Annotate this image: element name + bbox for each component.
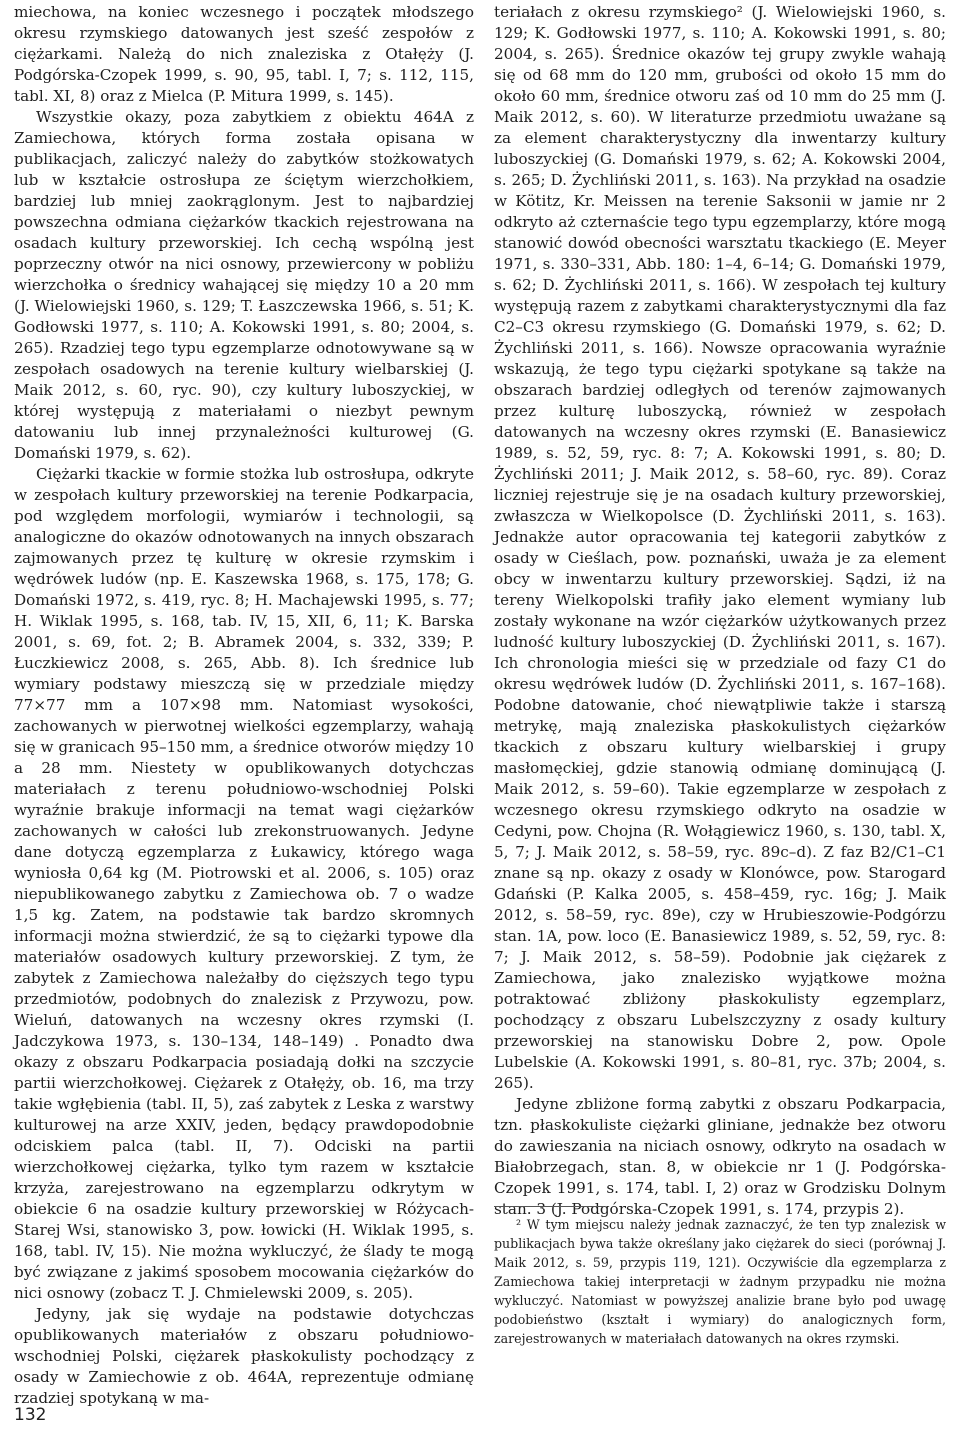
footnote: ² W tym miejscu należy jednak zaznaczyć, że ten typ znalezisk w publikacjach bywa także określany jako ciężarek do sieci (porównaj J. Maik 2012, s. 59, przypis 119, 121). Oczywiście dla egzemplarza z Zamiechowa takiej interpretacji w żadnym przypadku nie można wykluczyć. Natomiast w powyższej analizie brane było pod uwagę podobieństwo (kształt i wymiary) do analogicznych form, zarejestrowanych w materiałach datowanych na okres rzymski. [494,1217,946,1346]
footnote-divider [494,1206,604,1207]
paragraph: Jedyne zbliżone formą zabytki z obszaru Podkarpacia, tzn. płaskokuliste ciężarki gliniane, jednakże bez otworu do zawieszania na niciach osnowy, odkryto na osadach w Białobrzegach, stan. 8, w obiekcie nr 1 (J. Podgórska-Czopek 1991, s. 174, tabl. I, 2) oraz w Grodzisku Dolnym stan. 3 (J. Podgórska-Czopek 1991, s. 174, przypis 2). [494,1095,946,1218]
paragraph: Ciężarki tkackie w formie stożka lub ostrosłupa, odkryte w zespołach kultury przeworskiej na terenie Podkarpacia, pod względem morfologii, wymiarów i technologii, są analogiczne do okazów odnotowanych na innych obszarach zajmowanych przez tę kulturę w okresie rzymskim i wędrówek ludów (np. E. Kaszewska 1968, s. 175, 178; G. Domański 1972, s. 419, ryc. 8; H. Machajewski 1995, s. 77; H. Wiklak 1995, s. 168, tab. IV, 15, XII, 6, 11; K. Barska 2001, s. 69, fot. 2; B. Abramek 2004, s. 332, 339; P. Łuczkiewicz 2008, s. 265, Abb. 8). Ich średnice lub wymiary podstawy mieszczą się w przedziale między 77×77 mm a 107×98 mm. Natomiast wysokości, zachowanych w pierwotnej wielkości egzemplarzy, wahają się w granicach 95–150 mm, a średnice otworów między 10 a 28 mm. Niestety w opublikowanych dotychczas materiałach z terenu południowo-wschodniej Polski wyraźnie brakuje informacji na temat wagi ciężarków zachowanych w całości lub zrekonstruowanych. Jedyne dane dotyczą egzemplarza z Łukawicy, którego waga wyniosła 0,64 kg (M. Piotrowski et al. 2006, s. 105) oraz niepublikowanego zabytku z Zamiechowa ob. 7 o wadze 1,5 kg. Zatem, na podstawie tak bardzo skromnych informacji można stwierdzić, że są to ciężarki typowe dla materiałów osadowych kultury przeworskiej. Z tym, że zabytek z Zamiechowa należałby do cięższych tego typu przedmiotów, podobnych do znalezisk z Przywozu, pow. Wieluń, datowanych na wczesny okres rzymski (I. Jadczykowa 1973, s. 130–134, 148–149) . Ponadto dwa okazy z obszaru Podkarpacia posiadają dołki na szczycie partii wierzchołkowej. Ciężarek z Otałęży, ob. 16, ma trzy takie wgłębienia (tabl. II, 5), zaś zabytek z Leska z warstwy kulturowej na arze XXIV, jeden, będący prawdopodobnie odciskiem palca (tabl. II, 7). Odciski na partii wierzchołkowej ciężarka, tylko tym razem w kształcie krzyża, zarejestrowano na egzemplarzu odkrytym w obiekcie 6 na osadzie kultury przeworskiej w Różycach-Starej Wsi, stanowisko 3, pow. łowicki (H. Wiklak 1995, s. 168, tabl. IV, 15). Nie można wykluczyć, że ślady te mogą być związane z jakimś sposobem mocowania ciężarków do nici osnowy (zobacz T. J. Chmielewski 2009, s. 205). [14,465,474,1302]
page-number: 132 [14,1405,47,1425]
paragraph: Wszystkie okazy, poza zabytkiem z obiektu 464A z Zamiechowa, których forma została opisana w publikacjach, zaliczyć należy do zabytków stożkowatych lub w kształcie ostrosłupa ze ściętym wierzchołkiem, bardziej lub mniej zaokrąglonym. Jest to najbardziej powszechna odmiana ciężarków tkackich rejestrowana na osadach kultury przeworskiej. Ich cechą wspólną jest poprzeczny otwór na nici osnowy, przewiercony w pobliżu wierzchołka o średnicy wahającej się między 10 a 20 mm (J. Wielowiejski 1960, s. 129; T. Łaszczewska 1966, s. 51; K. Godłowski 1977, s. 110; A. Kokowski 1991, s. 80; 2004, s. 265). Rzadziej tego typu egzemplarze odnotowywane są w zespołach osadowych na terenie kultury wielbarskiej (J. Maik 2012, s. 60, ryc. 90), czy kultury luboszyckiej, w której występują z materiałami o niezbyt pewnym datowaniu lub innej przynależności kulturowej (G. Domański 1979, s. 62). [14,108,474,462]
left-text-column [14,2,474,1409]
right-text-column [494,2,946,1220]
paragraph: miechowa, na koniec wczesnego i początek młodszego okresu rzymskiego datowanych jest sześć zespołów z ciężarkami. Należą do nich znaleziska z Otałęży (J. Podgórska-Czopek 1999, s. 90, 95, tabl. I, 7; s. 112, 115, tabl. XI, 8) oraz z Mielca (P. Mitura 1999, s. 145). [14,3,474,105]
paragraph: Jedyny, jak się wydaje na podstawie dotychczas opublikowanych materiałów z obszaru południowo-wschodniej Polski, ciężarek płaskokulisty pochodzący z osady w Zamiechowie z ob. 464A, reprezentuje odmianę rzadziej spotykaną w ma- [14,1305,474,1407]
paragraph: teriałach z okresu rzymskiego² (J. Wielowiejski 1960, s. 129; K. Godłowski 1977, s. 110; A. Kokowski 1991, s. 80; 2004, s. 265). Średnice okazów tej grupy zwykle wahają się od 68 mm do 120 mm, grubości od około 15 mm do około 60 mm, średnice otworu zaś od 10 mm do 25 mm (J. Maik 2012, s. 60). W literaturze przedmiotu uważane są za element charakterystyczny dla inwentarzy kultury luboszyckiej (G. Domański 1979, s. 62; A. Kokowski 2004, s. 265; D. Żychliński 2011, s. 163). Na przykład na osadzie w Kötitz, Kr. Meissen na terenie Saksonii w jamie nr 2 odkryto aż czternaście tego typu egzemplarzy, które mogą stanowić dowód obecności warsztatu tkackiego (E. Meyer 1971, s. 330–331, Abb. 180: 1–4, 6–14; G. Domański 1979, s. 62; D. Żychliński 2011, s. 166). W zespołach tej kultury występują razem z zabytkami charakterystycznymi dla faz C2–C3 okresu rzymskiego (G. Domański 1979, s. 62; D. Żychliński 2011, s. 166). Nowsze opracowania wyraźnie wskazują, że tego typu ciężarki spotykane są także na obszarach bardziej odległych od terenów zajmowanych przez kulturę luboszycką, również w zespołach datowanych na wczesny okres rzymski (E. Banasiewicz 1989, s. 52, 59, ryc. 8: 7; A. Kokowski 1991, s. 80; D. Żychliński 2011; J. Maik 2012, s. 58–60, ryc. 89). Coraz liczniej rejestruje się je na osadach kultury przeworskiej, zwłaszcza w Wielkopolsce (D. Żychliński 2011, s. 163). Jednakże autor opracowania tej kategorii zabytków z osady w Cieślach, pow. poznański, uważa je za element obcy w inwentarzu kultury przeworskiej. Sądzi, iż na tereny Wielkopolski trafiły jako element wymiany lub zostały wykonane na wzór ciężarków użytkowanych przez ludność kultury luboszyckiej (D. Żychliński 2011, s. 167). Ich chronologia mieści się w przedziale od fazy C1 do okresu wędrówek ludów (D. Żychliński 2011, s. 167–168). Podobne datowanie, choć niewątpliwie także i starszą metrykę, mają znaleziska płaskokulistych ciężarków tkackich z obszaru kultury wielbarskiej i grupy masłomęckiej, gdzie stanowią odmianę dominującą (J. Maik 2012, s. 59–60). Takie egzemplarze w zespołach z wczesnego okresu rzymskiego odkryto na osadzie w Cedyni, pow. Chojna (R. Wołągiewicz 1960, s. 130, tabl. X, 5, 7; J. Maik 2012, s. 58–59, ryc. 89c–d). Z faz B2/C1–C1 znane są np. okazy z osady w Klonówce, pow. Starogard Gdański (P. Kalka 2005, s. 458–459, ryc. 16g; J. Maik 2012, s. 58–59, ryc. 89e), czy w Hrubieszowie-Podgórzu stan. 1A, pow. loco (E. Banasiewicz 1989, s. 52, 59, ryc. 8: 7; J. Maik 2012, s. 58–59). Podobnie jak ciężarek z Zamiechowa, jako znalezisko wyjątkowe można potraktować zbliżony płaskokulisty egzemplarz, pochodzący z obszaru Lubelszczyzny z osady kultury przeworskiej na stanowisku Dobre 2, pow. Opole Lubelskie (A. Kokowski 1991, s. 80–81, ryc. 37b; 2004, s. 265). [494,3,946,1092]
